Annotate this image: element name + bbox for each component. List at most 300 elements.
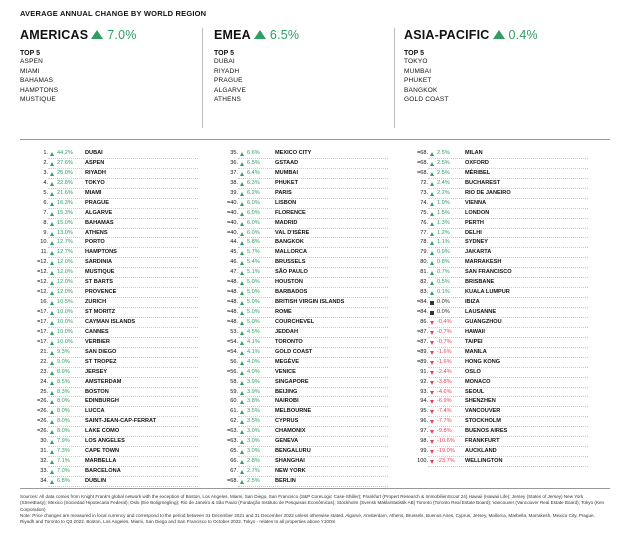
change-percent: 5.4%	[247, 259, 260, 266]
city-name: ST TROPEZ	[85, 358, 117, 365]
change-percent: 3.0%	[247, 438, 260, 445]
rank-number: =48.	[226, 309, 238, 315]
top5-label: TOP 5	[20, 50, 40, 57]
ranking-row	[420, 258, 588, 268]
city-name: DUBAI	[85, 150, 103, 156]
rank-number: 60.	[230, 398, 238, 405]
ranking-row	[420, 199, 588, 209]
change-percent: 2.5%	[437, 150, 450, 156]
change-percent: 12.0%	[57, 259, 73, 266]
ranking-row	[36, 407, 198, 417]
ranking-row	[43, 169, 198, 179]
ranking-row	[36, 427, 198, 437]
rank-number: 99.	[420, 448, 428, 455]
city-name: TAIPEI	[465, 338, 483, 345]
up-triangle-icon	[430, 152, 434, 156]
up-triangle-icon	[50, 410, 54, 414]
city-name: NAIROBI	[275, 398, 299, 405]
up-triangle-icon	[50, 271, 54, 275]
ranking-row	[36, 288, 198, 298]
ranking-row	[420, 437, 588, 447]
city-name: RIO DE JANEIRO	[465, 189, 511, 196]
rank-number: =63.	[226, 428, 238, 435]
change-percent: 5.1%	[247, 269, 260, 276]
region-emea	[214, 28, 299, 105]
rank-number: 95.	[420, 408, 428, 415]
ranking-row	[230, 447, 388, 457]
rank-number: 32.	[40, 458, 48, 465]
change-percent: 9.3%	[57, 348, 70, 355]
change-percent: 3.5%	[247, 418, 260, 425]
change-percent: 5.8%	[247, 239, 260, 246]
change-percent: 2.5%	[437, 169, 450, 176]
rank-number: =68.	[416, 169, 428, 176]
change-percent: 6.5%	[247, 159, 260, 166]
up-triangle-icon	[240, 291, 244, 295]
up-triangle-icon	[50, 341, 54, 345]
footnotes	[20, 494, 610, 525]
ranking-row	[416, 308, 588, 318]
ranking-row	[416, 358, 588, 368]
city-name: MUSTIQUE	[85, 269, 115, 276]
rank-number: 67.	[230, 468, 238, 474]
down-triangle-icon	[430, 400, 434, 404]
rank-number: 5.	[43, 189, 48, 196]
rank-number: =56.	[226, 368, 238, 375]
up-triangle-icon	[50, 182, 54, 186]
change-percent: 5.0%	[247, 318, 260, 325]
rank-number: 35.	[230, 150, 238, 156]
ranking-row	[40, 368, 198, 378]
city-name: JEDDAH	[275, 328, 299, 335]
region-heading	[214, 28, 299, 42]
up-triangle-icon	[50, 232, 54, 236]
city-name: FRANKFURT	[465, 438, 500, 445]
down-triangle-icon	[430, 371, 434, 375]
change-percent: 4.5%	[247, 328, 260, 335]
change-percent: 3.0%	[247, 448, 260, 455]
change-percent: 0.0%	[437, 299, 450, 306]
city-name: ROME	[275, 309, 292, 315]
rank-number: 8.	[43, 219, 48, 226]
city-name: PROVENCE	[85, 289, 117, 296]
up-triangle-icon	[50, 202, 54, 206]
ranking-row	[230, 467, 388, 477]
change-percent: 2.5%	[437, 159, 450, 166]
rank-number: 46.	[230, 259, 238, 266]
change-percent: -7.7%	[437, 418, 452, 425]
city-name: SAN FRANCISCO	[465, 269, 512, 276]
down-triangle-icon	[430, 391, 434, 395]
city-name: SHENZHEN	[465, 398, 496, 405]
up-triangle-icon	[430, 172, 434, 176]
down-triangle-icon	[430, 460, 434, 464]
rank-number: =12.	[36, 279, 48, 286]
city-name: DELHI	[465, 229, 482, 236]
city-name: CYPRUS	[275, 418, 299, 425]
change-percent: -10.6%	[437, 438, 455, 445]
change-percent: -7.4%	[437, 408, 452, 415]
rank-number: 3.	[43, 169, 48, 176]
rank-number: =63.	[226, 438, 238, 445]
rank-number: 23.	[40, 368, 48, 375]
ranking-row	[43, 179, 198, 189]
rank-number: 65.	[230, 448, 238, 455]
up-triangle-icon	[50, 281, 54, 285]
rank-number: =40.	[226, 229, 238, 236]
up-triangle-icon	[430, 281, 434, 285]
rank-number: =89.	[416, 358, 428, 365]
down-triangle-icon	[430, 410, 434, 414]
down-triangle-icon	[430, 321, 434, 325]
rank-number: =40.	[226, 199, 238, 206]
top5-label: TOP 5	[214, 50, 234, 57]
up-triangle-icon	[50, 400, 54, 404]
rank-number: =87.	[416, 328, 428, 335]
top5-item: HAMPTONS	[20, 86, 59, 94]
top5-item: TOKYO	[404, 58, 428, 65]
ranking-row	[420, 189, 588, 199]
ranking-row	[226, 308, 388, 318]
divider	[20, 139, 610, 140]
ranking-row	[420, 179, 588, 189]
up-triangle-icon	[50, 450, 54, 454]
city-name: FLORENCE	[275, 209, 306, 216]
city-name: EDINBURGH	[85, 398, 119, 405]
up-triangle-icon	[430, 212, 434, 216]
city-name: PARIS	[275, 189, 292, 196]
rank-number: =48.	[226, 299, 238, 306]
ranking-row	[36, 338, 198, 348]
rank-number: 79.	[420, 249, 428, 256]
up-triangle-icon	[240, 301, 244, 305]
change-percent: 27.6%	[57, 159, 73, 166]
change-percent: -3.8%	[437, 378, 452, 385]
top5-item: PHUKET	[404, 77, 432, 85]
city-name: SINGAPORE	[275, 378, 309, 385]
city-name: LOS ANGELES	[85, 438, 125, 445]
up-triangle-icon	[240, 460, 244, 464]
divider	[20, 488, 610, 489]
change-percent: 0.7%	[437, 269, 450, 276]
rank-number: 76.	[420, 219, 428, 226]
city-name: SYDNEY	[465, 239, 489, 246]
ranking-row	[226, 368, 388, 378]
ranking-row	[230, 238, 388, 248]
rank-number: 81.	[420, 269, 428, 276]
city-name: ST BARTS	[85, 279, 113, 286]
up-triangle-icon	[50, 371, 54, 375]
city-name: NEW YORK	[275, 468, 306, 474]
rank-number: 100.	[417, 458, 428, 465]
up-triangle-icon	[240, 222, 244, 226]
rank-number: =40.	[226, 219, 238, 226]
ranking-row	[230, 417, 388, 427]
rank-number: 53.	[230, 328, 238, 335]
change-percent: 4.0%	[247, 368, 260, 375]
change-percent: 22.8%	[57, 179, 73, 186]
rank-number: =17.	[36, 338, 48, 345]
change-percent: 10.0%	[57, 309, 73, 315]
ranking-row	[40, 477, 198, 487]
up-triangle-icon	[50, 222, 54, 226]
up-triangle-icon	[430, 241, 434, 245]
ranking-row	[417, 457, 588, 467]
city-name: BARCELONA	[85, 468, 121, 474]
change-percent: 3.9%	[247, 378, 260, 385]
up-triangle-icon	[240, 371, 244, 375]
region-heading	[404, 28, 538, 42]
change-percent: 25.0%	[57, 169, 73, 176]
rank-number: 86.	[420, 318, 428, 325]
up-triangle-icon	[50, 351, 54, 355]
change-percent: 3.0%	[247, 428, 260, 435]
change-percent: 0.8%	[437, 259, 450, 266]
change-percent: 3.8%	[247, 398, 260, 405]
change-percent: 1.5%	[437, 209, 450, 216]
rank-number: 10.	[40, 239, 48, 246]
city-name: COURCHEVEL	[275, 318, 315, 325]
city-name: MALLORCA	[275, 249, 308, 256]
city-name: LISBON	[275, 199, 297, 206]
change-percent: 0.5%	[437, 279, 450, 286]
up-triangle-icon	[50, 251, 54, 255]
city-name: KUALA LUMPUR	[465, 289, 510, 296]
change-percent: 16.3%	[57, 199, 73, 206]
ranking-row	[226, 288, 388, 298]
change-percent: -23.7%	[437, 458, 455, 465]
city-name: PERTH	[465, 219, 484, 226]
ranking-row	[40, 238, 198, 248]
change-percent: 7.3%	[57, 448, 70, 455]
up-triangle-icon	[91, 30, 103, 39]
rank-number: 62.	[230, 418, 238, 425]
change-percent: -0.7%	[437, 328, 452, 335]
ranking-row	[40, 248, 198, 258]
up-triangle-icon	[430, 261, 434, 265]
rank-number: 96.	[420, 418, 428, 425]
ranking-row	[420, 219, 588, 229]
ranking-row	[226, 298, 388, 308]
up-triangle-icon	[240, 450, 244, 454]
rank-number: 93.	[420, 388, 428, 395]
region-name: AMERICAS	[20, 28, 89, 42]
up-triangle-icon	[50, 381, 54, 385]
city-name: JAKARTA	[465, 249, 492, 256]
rank-number: =54.	[226, 348, 238, 355]
ranking-row	[416, 338, 588, 348]
change-percent: 5.0%	[247, 299, 260, 306]
top5-item: MUSTIQUE	[20, 96, 56, 104]
change-percent: -1.6%	[437, 358, 452, 365]
change-percent: 2.8%	[247, 458, 260, 465]
city-name: ST MORITZ	[85, 309, 116, 315]
ranking-row	[36, 417, 198, 427]
rank-number: 44.	[230, 239, 238, 246]
rank-number: 61.	[230, 408, 238, 415]
rank-number: =84.	[416, 299, 428, 306]
up-triangle-icon	[493, 30, 505, 39]
rank-number: 7.	[43, 209, 48, 216]
down-triangle-icon	[430, 440, 434, 444]
change-percent: 15.3%	[57, 209, 73, 216]
rank-number: =68.	[416, 159, 428, 166]
up-triangle-icon	[50, 241, 54, 245]
change-percent: -1.6%	[437, 348, 452, 355]
up-triangle-icon	[50, 321, 54, 325]
city-name: MANILA	[465, 348, 487, 355]
city-name: ASPEN	[85, 159, 105, 166]
up-triangle-icon	[430, 251, 434, 255]
up-triangle-icon	[50, 261, 54, 265]
region-heading	[20, 28, 137, 42]
region-name: ASIA-PACIFIC	[404, 28, 490, 42]
ranking-row	[226, 477, 388, 487]
down-triangle-icon	[430, 430, 434, 434]
up-triangle-icon	[50, 152, 54, 156]
city-name: BARBADOS	[275, 289, 308, 296]
up-triangle-icon	[430, 192, 434, 196]
city-name: RIYADH	[85, 169, 106, 176]
ranking-row	[36, 278, 198, 288]
ranking-row	[230, 268, 388, 278]
city-name: BUCHAREST	[465, 179, 501, 186]
rank-number: =12.	[36, 289, 48, 296]
city-name: BUENOS AIRES	[465, 428, 508, 435]
city-name: MARRAKESH	[465, 259, 502, 266]
up-triangle-icon	[50, 440, 54, 444]
rank-number: 92.	[420, 378, 428, 385]
up-triangle-icon	[50, 361, 54, 365]
rank-number: 97.	[420, 428, 428, 435]
ranking-row	[40, 467, 198, 477]
up-triangle-icon	[240, 152, 244, 156]
up-triangle-icon	[50, 162, 54, 166]
city-name: SARDINIA	[85, 259, 113, 266]
rank-number: 30.	[40, 438, 48, 445]
city-name: BAHAMAS	[85, 219, 114, 226]
ranking-row	[230, 179, 388, 189]
ranking-row	[40, 378, 198, 388]
city-name: SAN DIEGO	[85, 348, 117, 355]
city-name: JERSEY	[85, 368, 108, 375]
rank-number: =89.	[416, 348, 428, 355]
rank-number: =26.	[36, 418, 48, 425]
ranking-row	[43, 219, 198, 229]
ranking-row	[420, 378, 588, 388]
city-name: BEIJING	[275, 388, 298, 395]
top5-item: PRAGUE	[214, 77, 243, 85]
city-name: BRITISH VIRGIN ISLANDS	[275, 299, 345, 306]
city-name: SEOUL	[465, 388, 485, 395]
change-percent: 2.7%	[247, 468, 260, 474]
up-triangle-icon	[50, 301, 54, 305]
rank-number: 1.	[43, 150, 48, 156]
ranking-row	[226, 338, 388, 348]
rank-number: =68.	[416, 150, 428, 156]
region-change: 0.4%	[508, 28, 538, 42]
ranking-row	[226, 348, 388, 358]
region-change: 7.0%	[107, 28, 137, 42]
top5-item: MUMBAI	[404, 67, 432, 75]
change-percent: 12.0%	[57, 279, 73, 286]
up-triangle-icon	[240, 410, 244, 414]
ranking-row	[36, 258, 198, 268]
up-triangle-icon	[240, 182, 244, 186]
up-triangle-icon	[240, 172, 244, 176]
city-name: SHANGHAI	[275, 458, 305, 465]
change-percent: 44.2%	[57, 150, 73, 156]
rank-number: =48.	[226, 289, 238, 296]
change-percent: 6.0%	[247, 209, 260, 216]
change-percent: -2.4%	[437, 368, 452, 375]
region-asia-pacific	[404, 28, 538, 105]
rank-number: =87.	[416, 338, 428, 345]
region-name: EMEA	[214, 28, 251, 42]
ranking-row	[226, 199, 388, 209]
city-name: GSTAAD	[275, 159, 299, 166]
rank-number: 4.	[43, 179, 48, 186]
city-name: SAINT-JEAN-CAP-FERRAT	[85, 418, 157, 425]
city-name: BRUSSELS	[275, 259, 306, 266]
change-percent: 2.5%	[247, 477, 260, 484]
ranking-row	[226, 219, 388, 229]
city-name: MÉRIBEL	[465, 169, 491, 176]
change-percent: 7.0%	[57, 468, 70, 474]
city-name: VIENNA	[465, 199, 487, 206]
change-percent: 6.0%	[247, 199, 260, 206]
ranking-row	[420, 318, 588, 328]
rank-number: 82.	[420, 279, 428, 286]
ranking-row	[40, 437, 198, 447]
up-triangle-icon	[240, 271, 244, 275]
up-triangle-icon	[430, 222, 434, 226]
change-percent: 3.9%	[247, 388, 260, 395]
rank-number: =40.	[226, 209, 238, 216]
rank-number: 37.	[230, 169, 238, 176]
change-percent: -4.6%	[437, 388, 452, 395]
ranking-row	[416, 348, 588, 358]
rank-number: 25.	[40, 388, 48, 395]
up-triangle-icon	[240, 470, 244, 474]
up-triangle-icon	[50, 470, 54, 474]
change-percent: -0.4%	[437, 318, 452, 325]
ranking-row	[40, 388, 198, 398]
rank-number: =26.	[36, 428, 48, 435]
up-triangle-icon	[240, 381, 244, 385]
city-name: LAUSANNE	[465, 309, 497, 315]
rank-number: 73.	[420, 189, 428, 196]
down-triangle-icon	[430, 450, 434, 454]
city-name: VAL D'ISÈRE	[275, 229, 310, 236]
rank-number: 2.	[43, 159, 48, 166]
ranking-row	[43, 229, 198, 239]
rank-number: 24.	[40, 378, 48, 385]
ranking-row	[230, 328, 388, 338]
down-triangle-icon	[430, 351, 434, 355]
ranking-row	[416, 169, 588, 179]
ranking-row	[230, 189, 388, 199]
top5-item: ASPEN	[20, 58, 44, 65]
rank-number: 59.	[230, 388, 238, 395]
rank-number: 66.	[230, 458, 238, 465]
top5-item: ALGARVE	[214, 86, 246, 94]
ranking-row	[230, 258, 388, 268]
ranking-row	[420, 427, 588, 437]
ranking-row	[43, 209, 198, 219]
ranking-row	[420, 407, 588, 417]
ranking-row	[40, 457, 198, 467]
